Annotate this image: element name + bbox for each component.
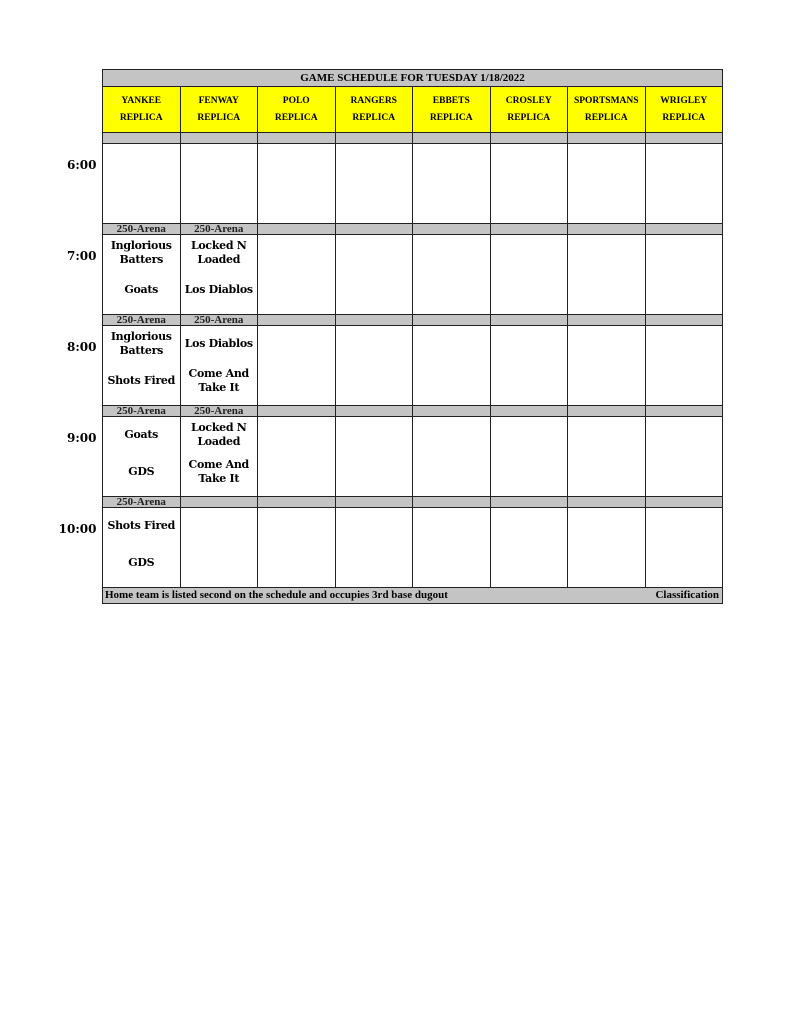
classification-cell — [180, 133, 258, 144]
home-team: Come And Take It — [188, 367, 249, 394]
classification-cell: 250-Arena — [103, 497, 181, 508]
classification-cell — [258, 406, 336, 417]
classification-cell — [568, 224, 646, 235]
time-label: 9:00 — [67, 430, 97, 445]
classification-cell: 250-Arena — [180, 406, 258, 417]
classification-cell — [258, 133, 336, 144]
game-cell — [103, 235, 181, 315]
matchup — [181, 326, 258, 405]
home-team: GDS — [128, 556, 155, 569]
classification-cell — [180, 497, 258, 508]
away-team: Los Diablos — [184, 337, 253, 350]
footer-note: Home team is listed second on the schedule and occupies 3rd base dugout — [105, 589, 448, 601]
game-cell — [413, 235, 491, 315]
field-header-rangers — [335, 87, 413, 133]
away-team: Inglorious Batters — [110, 239, 172, 266]
away-team: Goats — [124, 428, 159, 441]
away-team: Locked N Loaded — [190, 239, 247, 266]
classification-cell — [568, 133, 646, 144]
game-cell — [490, 417, 568, 497]
game-cell — [258, 417, 336, 497]
game-cell — [103, 326, 181, 406]
schedule-table — [102, 69, 723, 604]
home-team: GDS — [128, 465, 155, 478]
time-label: 6:00 — [67, 157, 97, 172]
matchup — [103, 235, 180, 314]
game-cell — [413, 144, 491, 224]
game-cell — [490, 508, 568, 588]
classification-cell — [335, 406, 413, 417]
classification-cell: 250-Arena — [103, 406, 181, 417]
matchup — [103, 326, 180, 405]
classification-cell — [258, 497, 336, 508]
classification-cell — [568, 315, 646, 326]
game-cell — [645, 235, 723, 315]
field-header-wrigley — [645, 87, 723, 133]
time-slot-row — [103, 508, 723, 588]
field-subtitle: REPLICA — [584, 112, 628, 123]
time-label: 10:00 — [58, 521, 97, 536]
away-team: Shots Fired — [107, 519, 176, 532]
classification-cell — [645, 133, 723, 144]
game-cell — [645, 508, 723, 588]
game-cell — [258, 144, 336, 224]
time-slot-row — [103, 417, 723, 497]
classification-row — [103, 497, 723, 508]
field-name: FENWAY — [198, 95, 239, 106]
field-header-yankee — [103, 87, 181, 133]
field-name: RANGERS — [350, 95, 397, 106]
field-name: WRIGLEY — [660, 95, 708, 106]
field-name: CROSLEY — [505, 95, 552, 106]
matchup — [181, 417, 258, 496]
field-header-crosley — [490, 87, 568, 133]
field-subtitle: REPLICA — [119, 112, 163, 123]
field-header-fenway — [180, 87, 258, 133]
field-name: POLO — [282, 95, 310, 106]
game-cell — [335, 144, 413, 224]
classification-label: Classification — [655, 589, 720, 601]
classification-cell: 250-Arena — [103, 224, 181, 235]
game-cell — [180, 235, 258, 315]
classification-cell — [568, 406, 646, 417]
game-cell — [413, 508, 491, 588]
classification-cell — [258, 224, 336, 235]
game-cell — [568, 326, 646, 406]
classification-cell — [335, 224, 413, 235]
classification-cell — [645, 224, 723, 235]
game-cell — [490, 326, 568, 406]
game-cell — [413, 417, 491, 497]
game-cell — [335, 326, 413, 406]
game-cell — [568, 235, 646, 315]
classification-cell: 250-Arena — [103, 315, 181, 326]
time-label: 7:00 — [67, 248, 97, 263]
classification-row — [103, 133, 723, 144]
time-label: 8:00 — [67, 339, 97, 354]
away-team: Inglorious Batters — [110, 330, 172, 357]
field-subtitle: REPLICA — [662, 112, 706, 123]
game-cell — [103, 508, 181, 588]
field-name: EBBETS — [432, 95, 470, 106]
classification-row — [103, 315, 723, 326]
field-header-row — [103, 87, 723, 133]
classification-row — [103, 406, 723, 417]
field-name: YANKEE — [121, 95, 162, 106]
away-team: Locked N Loaded — [190, 421, 247, 448]
game-cell — [335, 417, 413, 497]
game-cell — [568, 144, 646, 224]
field-subtitle: REPLICA — [429, 112, 473, 123]
classification-cell — [413, 224, 491, 235]
footer-row — [103, 588, 723, 604]
matchup — [181, 235, 258, 314]
classification-cell — [103, 133, 181, 144]
schedule-title: GAME SCHEDULE FOR TUESDAY 1/18/2022 — [103, 70, 723, 87]
field-header-polo — [258, 87, 336, 133]
classification-cell — [413, 406, 491, 417]
time-slot-row — [103, 235, 723, 315]
game-cell — [180, 508, 258, 588]
field-subtitle: REPLICA — [507, 112, 551, 123]
game-cell — [490, 235, 568, 315]
matchup — [103, 508, 180, 587]
field-subtitle: REPLICA — [274, 112, 318, 123]
classification-cell — [413, 133, 491, 144]
classification-cell — [490, 315, 568, 326]
field-header-sportsmans — [568, 87, 646, 133]
classification-cell — [645, 315, 723, 326]
game-cell — [413, 326, 491, 406]
classification-cell — [413, 497, 491, 508]
home-team: Goats — [124, 283, 159, 296]
classification-row — [103, 224, 723, 235]
home-team: Shots Fired — [107, 374, 176, 387]
time-slot-row — [103, 144, 723, 224]
field-header-ebbets — [413, 87, 491, 133]
game-cell — [490, 144, 568, 224]
game-cell — [335, 235, 413, 315]
classification-cell — [335, 497, 413, 508]
classification-cell — [335, 315, 413, 326]
classification-cell — [645, 406, 723, 417]
classification-cell — [258, 315, 336, 326]
game-cell — [568, 508, 646, 588]
time-slot-row — [103, 326, 723, 406]
game-cell — [645, 144, 723, 224]
game-cell — [258, 235, 336, 315]
classification-cell — [490, 224, 568, 235]
game-cell — [180, 144, 258, 224]
game-cell — [103, 417, 181, 497]
classification-cell — [490, 406, 568, 417]
game-cell — [258, 326, 336, 406]
game-cell — [103, 144, 181, 224]
classification-cell — [490, 133, 568, 144]
game-cell — [335, 508, 413, 588]
field-subtitle: REPLICA — [352, 112, 396, 123]
classification-cell — [413, 315, 491, 326]
classification-cell — [490, 497, 568, 508]
field-subtitle: REPLICA — [197, 112, 241, 123]
classification-cell: 250-Arena — [180, 224, 258, 235]
game-cell — [180, 417, 258, 497]
game-cell — [645, 326, 723, 406]
classification-cell — [335, 133, 413, 144]
home-team: Los Diablos — [184, 283, 253, 296]
classification-cell — [568, 497, 646, 508]
classification-cell — [645, 497, 723, 508]
matchup — [103, 417, 180, 496]
game-cell — [645, 417, 723, 497]
field-name: SPORTSMANS — [573, 95, 639, 106]
game-cell — [568, 417, 646, 497]
footer-cell — [103, 588, 723, 604]
game-cell — [258, 508, 336, 588]
classification-cell: 250-Arena — [180, 315, 258, 326]
home-team: Come And Take It — [188, 458, 249, 485]
title-row — [103, 70, 723, 87]
game-cell — [180, 326, 258, 406]
